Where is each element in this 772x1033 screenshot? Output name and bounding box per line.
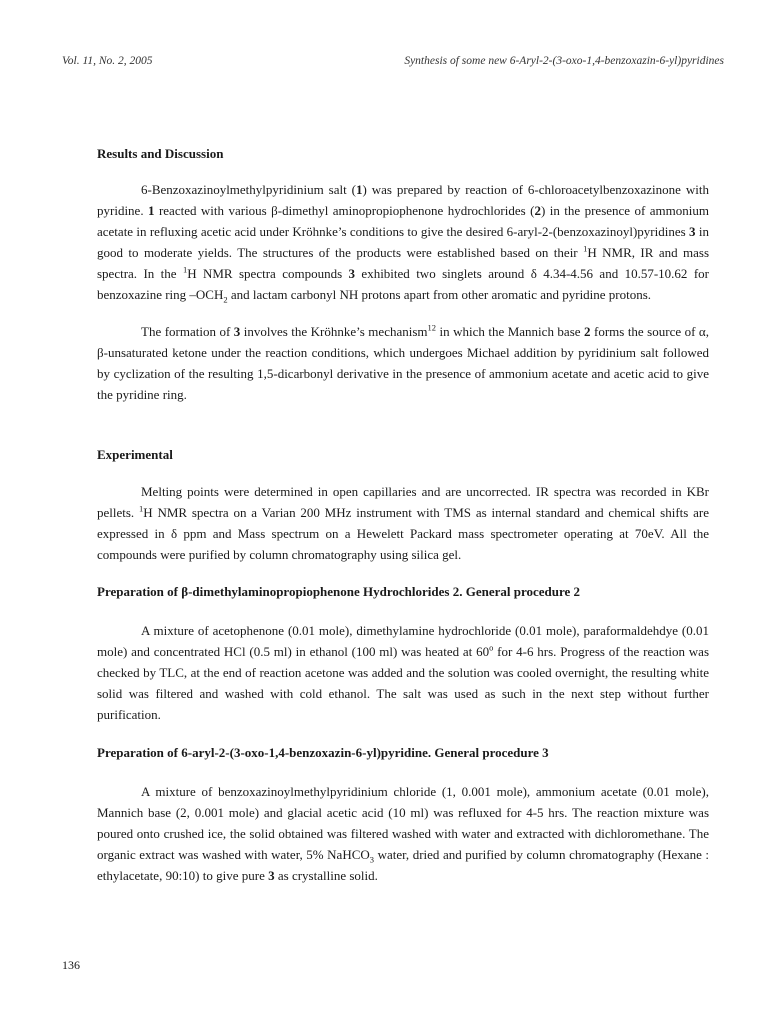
section-heading-experimental: Experimental [97, 447, 173, 462]
running-title: Synthesis of some new 6-Aryl-2-(3-oxo-1,4-benzoxazin-6-yl)pyridines [404, 55, 724, 67]
experimental-paragraph: Melting points were determined in open capillaries and are uncorrected. IR spectra was recorded in KBr pellets. $^1$H NMR spectra on a Varian 200 MHz instrument with TMS as internal standard and chemical shifts are expressed in δ ppm and Mass spectrum on a Hewelett Packard mass spectrometer operating at 70eV. All the compounds were purified by column chromatography using silica gel. [97, 484, 709, 562]
procedure-2-paragraph: A mixture of acetophenone (0.01 mole), dimethylamine hydrochloride (0.01 mole), paraformaldehdye (0.01 mole) and concentrated HCl (0.5 ml) in ethanol (100 ml) was heated at 60$^o$ for 4-6 hrs. Progress of the reaction was checked by TLC, at the end of reaction acetone was added and the solution was cooled overnight, the resulting white solid was filtered and washed with cold ethanol. The salt was used as such in the next step without further purification. [97, 623, 710, 722]
page-body [97, 143, 709, 886]
section-heading-results: Results and Discussion [97, 146, 224, 161]
page-number: 136 [62, 958, 80, 972]
section-heading-procedure-3: Preparation of 6-aryl-2-(3-oxo-1,4-benzoxazin-6-yl)pyridine. General procedure 3 [97, 745, 549, 760]
results-paragraph-1: 6-Benzoxazinoylmethylpyridinium salt (1) was prepared by reaction of 6-chloroacetylbenzoxazinone with pyridine. 1 reacted with various β-dimethyl aminopropiophenone hydrochlorides (2) in the presence of ammonium acetate in refluxing acetic acid under Kröhnke’s conditions to give the desired 6-aryl-2-(benzoxazinoyl)pyridines 3 in good to moderate yields. The structures of the products were established based on their $^1$H NMR, IR and mass spectra. In the $^1$H NMR spectra compounds 3 exhibited two singlets around δ 4.34-4.56 and 10.57-10.62 for benzoxazine ring $-OCH_2$ and lactam carbonyl NH protons apart from other aromatic and pyridine protons. [97, 182, 710, 305]
procedure-3-paragraph: A mixture of benzoxazinoylmethylpyridinium chloride (1, 0.001 mole), ammonium acetate (0.01 mole), Mannich base (2, 0.001 mole) and glacial acetic acid (10 ml) was refluxed for 4-5 hrs. The reaction mixture was poured onto crushed ice, the solid obtained was filtered washed with water and extracted with dichloromethane. The organic extract was washed with water, 5% NaHCO$_3$ water, dried and purified by column chromatography (Hexane : ethylacetate, 90:10) to give pure 3 as crystalline solid. [97, 784, 709, 883]
section-heading-procedure-2: Preparation of β-dimethylaminopropiophenone Hydrochlorides 2. General procedure 2 [97, 584, 581, 599]
results-paragraph-2: The formation of 3 involves the Kröhnke’s mechanism$^{12}$ in which the Mannich base 2 forms the source of α, β-unsaturated ketone under the reaction conditions, which undergoes Michael addition by pyridinium salt followed by cyclization of the resulting 1,5-dicarbonyl derivative in the presence of ammonium acetate and acetic acid to give the pyridine ring. [97, 322, 709, 402]
journal-volume: Vol. 11, No. 2, 2005 [62, 55, 153, 67]
running-head [62, 55, 724, 71]
